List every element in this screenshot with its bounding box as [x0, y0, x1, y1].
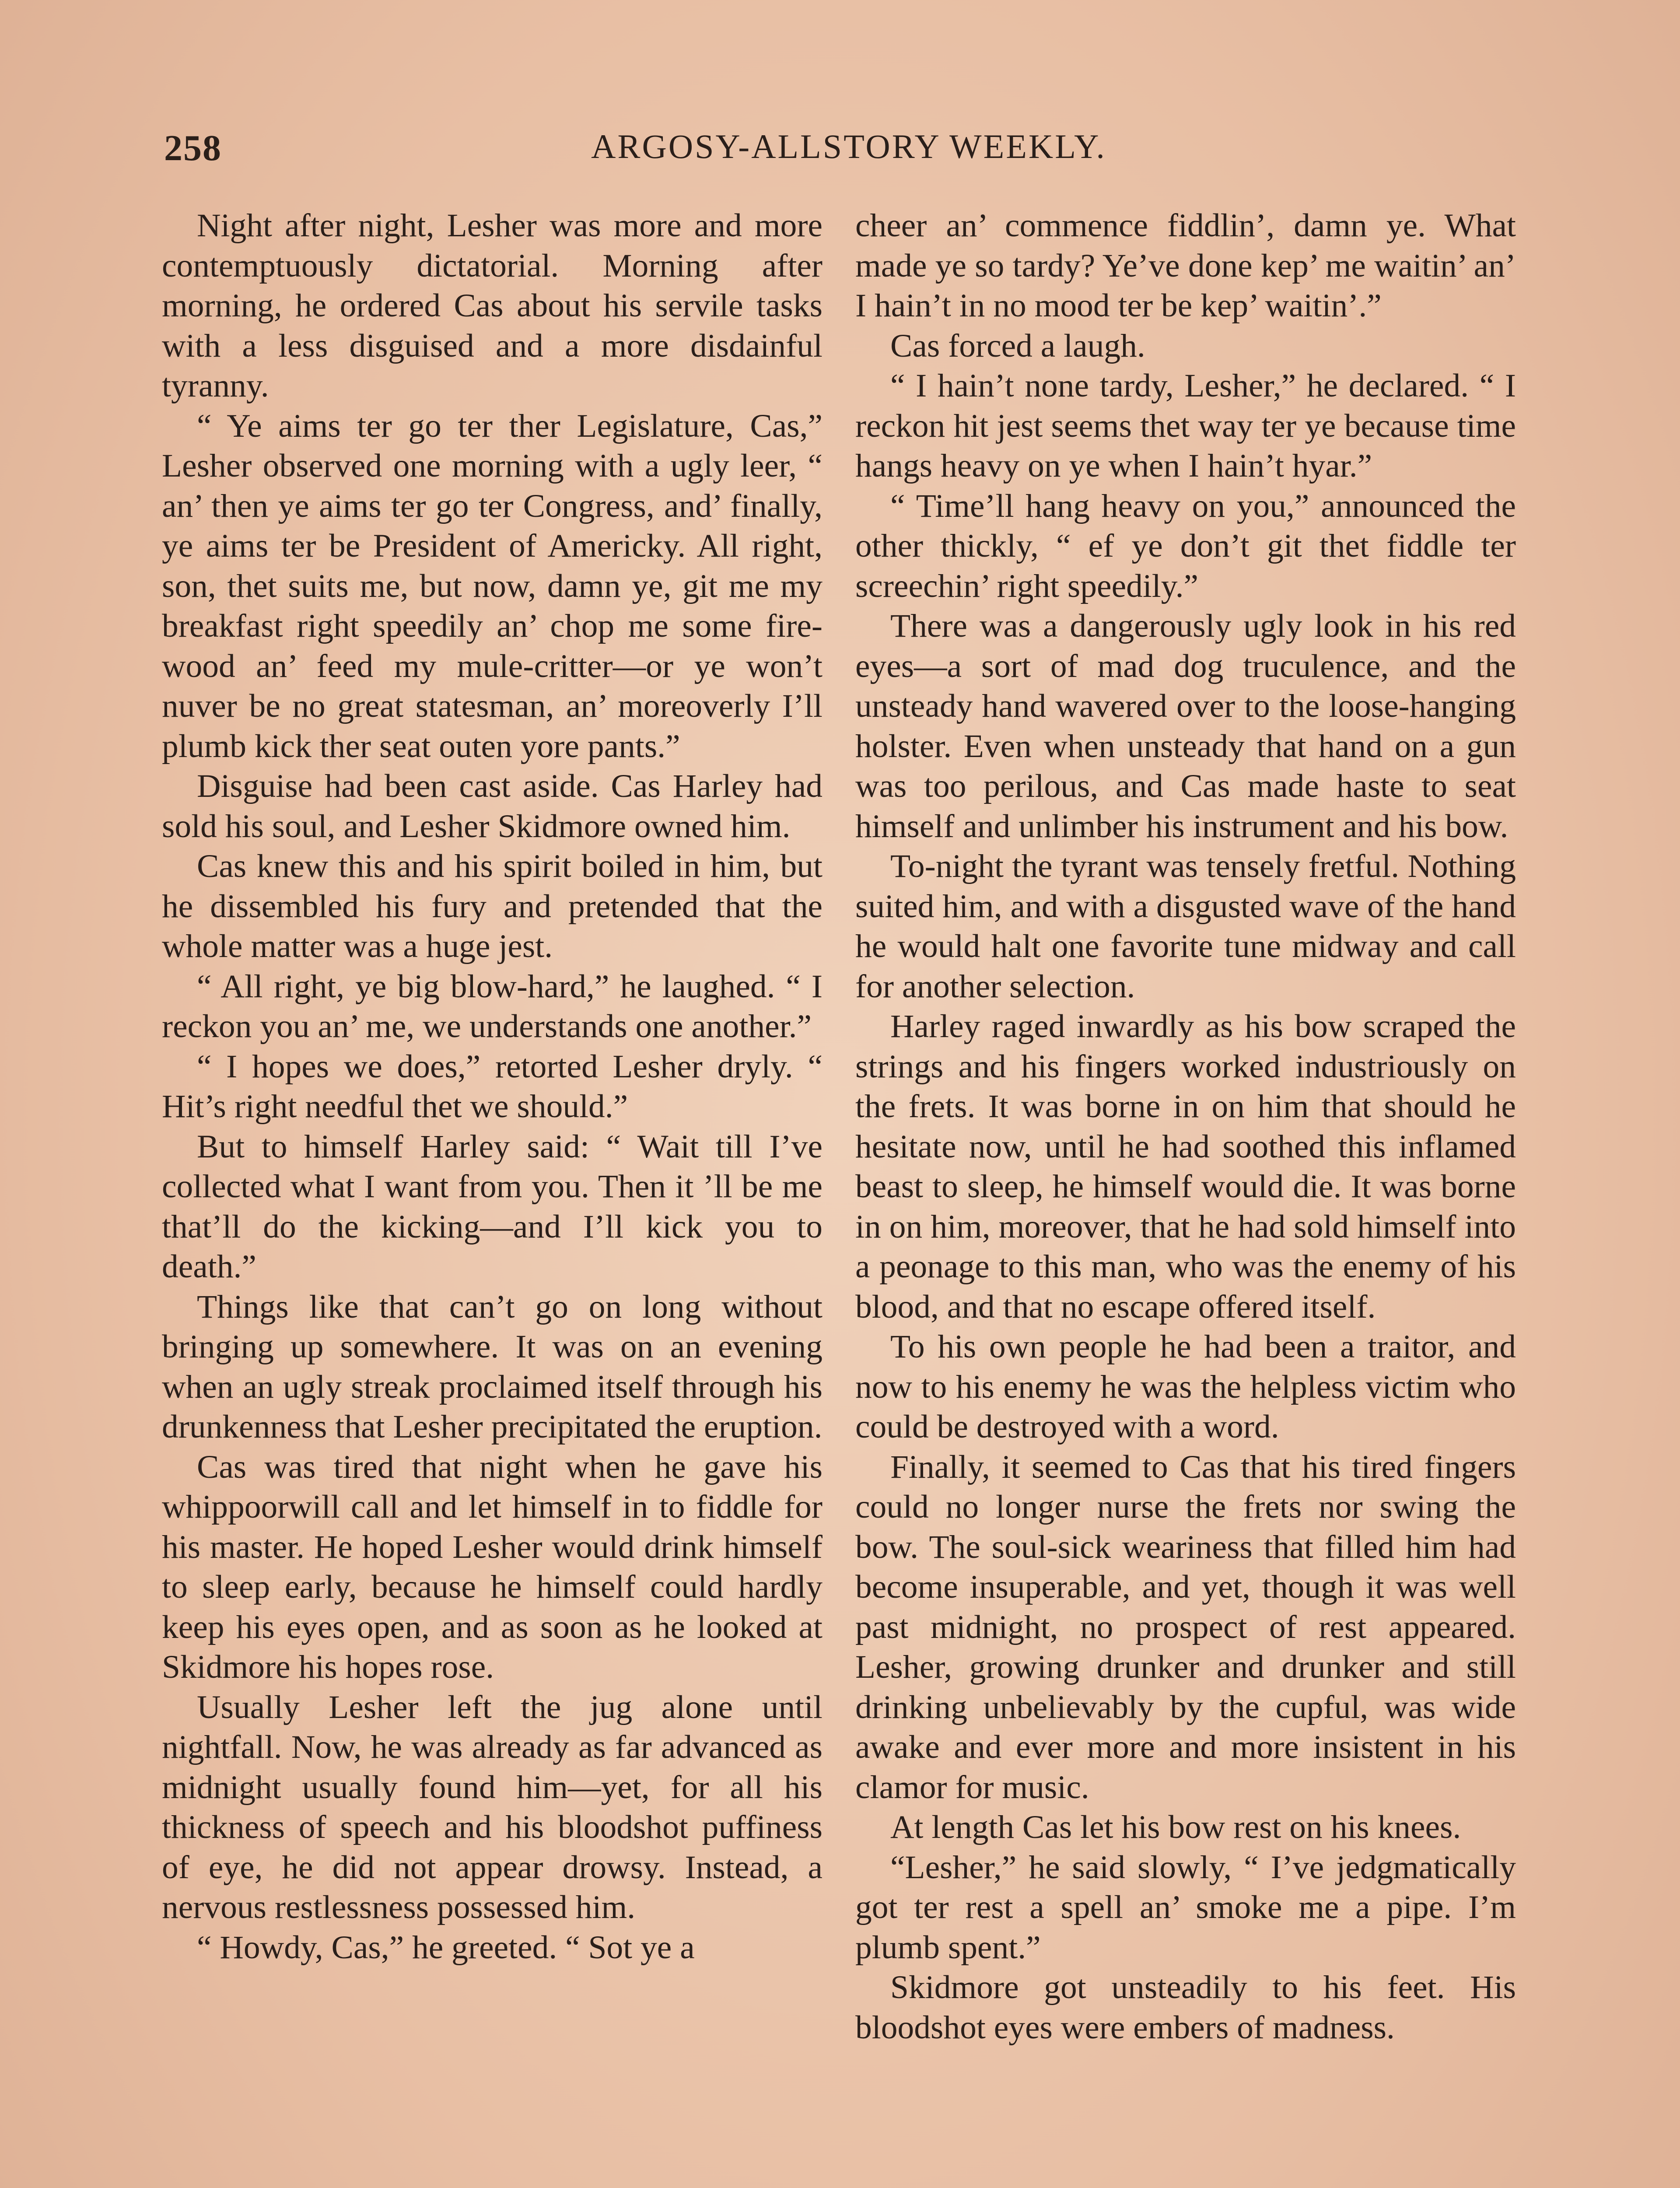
- paragraph: Usually Lesher left the jug alone until nightfall. Now, he was already as far advanced as midnight usually found him—yet, for all his thickness of speech and his bloodshot puffiness of eye, he did not appear drowsy. Instead, a nervous restlessness possessed him.: [162, 1689, 822, 1925]
- page-header: [164, 127, 1533, 179]
- paragraph: “ I hopes we does,” retorted Lesher dryly. “ Hit’s right needful thet we should.”: [162, 1048, 822, 1125]
- paragraph: Cas forced a laugh.: [890, 327, 1145, 364]
- paragraph: To-night the tyrant was tensely fretful. Nothing suited him, and with a disgusted wave of the hand he would halt one favorite tune midway and call for another selection.: [855, 848, 1516, 1005]
- paragraph: To his own people he had been a traitor, and now to his enemy he was the helpless victim who could be destroyed with a word.: [855, 1329, 1516, 1445]
- paragraph: There was a dangerously ugly look in his red eyes—a sort of mad dog truculence, and the unsteady hand wavered over to the loose-hanging holster. Even when unsteady that hand on a gun was too perilous, and Cas made haste to seat himself and unlimber his instrument and his bow.: [855, 608, 1516, 845]
- paragraph: cheer an’ commence fiddlin’, damn ye. What made ye so tardy? Ye’ve done kep’ me waitin’ an’ I hain’t in no mood ter be kep’ waitin’.”: [855, 207, 1516, 324]
- paragraph: Harley raged inwardly as his bow scraped the strings and his fingers worked industriously on the frets. It was borne in on him that should he hesitate now, until he had soothed this inflamed beast to sleep, he himself would die. It was borne in on him, moreover, that he had sold himself into a peonage to this man, who was the enemy of his blood, and that no escape offered itself.: [855, 1008, 1516, 1325]
- running-head: ARGOSY-ALLSTORY WEEKLY.: [591, 127, 1106, 165]
- paragraph: Cas knew this and his spirit boiled in him, but he dissembled his fury and pretended that the whole matter was a huge jest.: [162, 848, 822, 964]
- paragraph: “Lesher,” he said slowly, “ I’ve jedgmatically got ter rest a spell an’ smoke me a pipe. I’m plumb spent.”: [855, 1849, 1516, 1966]
- paragraph: Disguise had been cast aside. Cas Harley had sold his soul, and Lesher Skidmore owned him.: [162, 768, 822, 845]
- paragraph: “ Time’ll hang heavy on you,” announced the other thickly, “ ef ye don’t git thet fiddle ter screechin’ right speedily.”: [855, 487, 1516, 604]
- paragraph: But to himself Harley said: “ Wait till I’ve collected what I want from you. Then it ’ll be me that’ll do the kicking—and I’ll kick you to death.”: [162, 1128, 822, 1285]
- paragraph: At length Cas let his bow rest on his knees.: [890, 1809, 1461, 1845]
- left-text-column: [162, 206, 822, 1967]
- paragraph: “ All right, ye big blow-hard,” he laughed. “ I reckon you an’ me, we understands one another.”: [162, 968, 822, 1045]
- paragraph: “ Howdy, Cas,” he greeted. “ Sot ye a: [197, 1929, 695, 1966]
- right-text-column: [855, 206, 1516, 2048]
- paragraph: Things like that can’t go on long without bringing up somewhere. It was on an evening when an ugly streak proclaimed itself through his drunkenness that Lesher precipitated the eruption.: [162, 1288, 822, 1445]
- paragraph: Night after night, Lesher was more and more contemptuously dictatorial. Morning after morning, he ordered Cas about his servile tasks with a less disguised and a more disdainful tyranny.: [162, 207, 822, 404]
- paragraph: “ I hain’t none tardy, Lesher,” he declared. “ I reckon hit jest seems thet way ter ye because time hangs heavy on ye when I hain’t hyar.”: [855, 368, 1516, 484]
- paragraph: Skidmore got unsteadily to his feet. His bloodshot eyes were embers of madness.: [855, 1969, 1516, 2046]
- page-number: 258: [164, 128, 222, 168]
- paragraph: “ Ye aims ter go ter ther Legislature, Cas,” Lesher observed one morning with a ugly leer, “ an’ then ye aims ter go ter Congress, and’ finally, ye aims ter be President of Americky. All right, son, thet suits me, but now, damn ye, git me my breakfast right speedily an’ chop me some firewood an’ feed my mule-critter—or ye won’t nuver be no great statesman, an’ moreoverly I’ll plumb kick ther seat outen yore pants.”: [162, 407, 822, 764]
- paragraph: Finally, it seemed to Cas that his tired fingers could no longer nurse the frets nor swing the bow. The soul-sick weariness that filled him had become insuperable, and yet, though it was well past midnight, no prospect of rest appeared. Lesher, growing drunker and drunker and still drinking unbelievably by the cupful, was wide awake and ever more and more insistent in his clamor for music.: [855, 1448, 1516, 1806]
- paragraph: Cas was tired that night when he gave his whippoorwill call and let himself in to fiddle for his master. He hoped Lesher would drink himself to sleep early, because he himself could hardly keep his eyes open, and as soon as he looked at Skidmore his hopes rose.: [162, 1448, 822, 1685]
